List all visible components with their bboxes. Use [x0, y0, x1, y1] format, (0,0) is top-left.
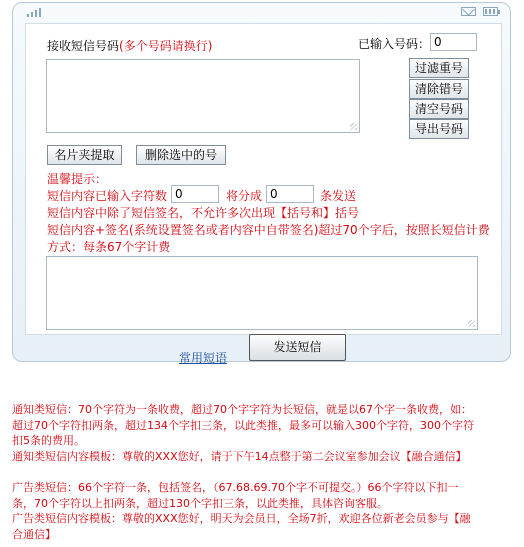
- entered-count-label: 已输入号码：: [358, 37, 431, 51]
- battery-icon: [483, 7, 498, 16]
- split-count-field: 0: [266, 185, 314, 203]
- ad-template: 合通信】: [12, 527, 56, 541]
- signal-icon: [27, 7, 51, 17]
- tips-title: 温馨提示：: [47, 172, 108, 186]
- recipients-label: 接收短信号码(多个号码请换行): [47, 39, 213, 53]
- clear-numbers-button[interactable]: 清空号码: [409, 99, 469, 119]
- sms-compose-panel: [12, 2, 511, 365]
- card-extract-button[interactable]: 名片夹提取: [47, 145, 122, 165]
- rule-long-sms: 短信内容+签名(系统设置签名或者内容中自带签名)超过70个字后，按照长短信计费: [47, 223, 490, 237]
- delete-selected-button[interactable]: 删除选中的号: [136, 145, 226, 165]
- export-numbers-button[interactable]: 导出号码: [409, 119, 469, 139]
- rule-brackets: 短信内容中除了短信签名，不允许多次出现【括号和】括号: [47, 206, 360, 220]
- char-count-label: 短信内容已输入字符数: [47, 189, 168, 203]
- resize-grip-icon[interactable]: [350, 123, 357, 130]
- common-phrases-link[interactable]: 常用短语: [179, 351, 228, 365]
- resize-grip-icon[interactable]: [468, 320, 475, 327]
- split-suffix: 条发送: [320, 189, 357, 203]
- ad-rule-line: 广告类短信：66个字符一条，包括签名，（67.68.69.70个字不可提交。）66个字符以下扣一: [12, 481, 459, 494]
- notice-rule-line: 通知类短信：70个字符为一条收费，超过70个字字符为长短信，就是以67个字一条收费，如：: [12, 403, 472, 416]
- filter-duplicates-button[interactable]: 过滤重号: [409, 58, 469, 78]
- recipients-hint: (多个号码请换行): [119, 39, 213, 53]
- notice-template: 通知类短信内容模板：尊敬的XXX您好，请于下午14点整于第二会议室参加会议【融合通信】: [12, 449, 467, 463]
- notice-rule-line: 扣5条的费用。: [12, 434, 85, 447]
- status-bar: [13, 3, 510, 21]
- entered-count-field: 0: [430, 33, 477, 51]
- billing-notes: [12, 402, 514, 542]
- notice-rule-line: 超过70个字符扣两条，超过134个字扣三条，以此类推，最多可以输入300个字符，300个字符: [12, 418, 474, 432]
- char-count-field: 0: [171, 185, 219, 203]
- ad-template: 广告类短信内容模板：尊敬的XXX您好，明天为会员日，全场7折，欢迎各位新老会员参与【融: [12, 512, 471, 525]
- clear-invalid-button[interactable]: 清除错号: [409, 79, 469, 99]
- message-textarea[interactable]: [46, 256, 478, 330]
- phone-screen: [25, 23, 502, 335]
- recipients-textarea[interactable]: [46, 59, 360, 133]
- ad-rule-line: 条，70个字符以上扣两条，超过130个字扣三条，以此类推，具体咨询客服。: [12, 496, 388, 510]
- split-label: 将分成: [226, 189, 263, 203]
- send-sms-button[interactable]: 发送短信: [249, 334, 346, 361]
- mail-icon: [461, 7, 476, 16]
- rule-billing: 方式：每条67个字计费: [47, 240, 171, 254]
